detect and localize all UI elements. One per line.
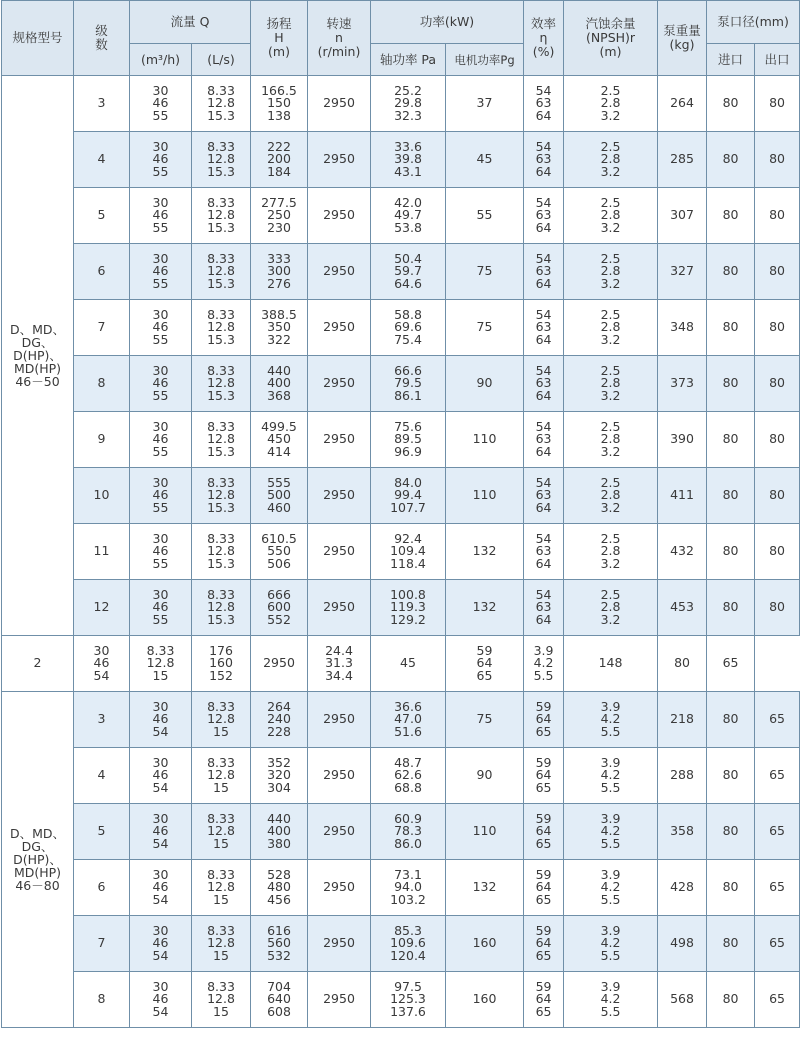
table-body: [2, 76, 800, 1028]
efficiency-cell: 54 63 64: [524, 412, 564, 468]
header-stages: [74, 1, 130, 76]
model-cell: D、MD、DG、 D(HP)、 MD(HP) 46－50: [2, 76, 74, 636]
npsh-cell: 2.5 2.8 3.2: [564, 580, 658, 636]
shaft-power-cell: 97.5 125.3 137.6: [371, 972, 446, 1028]
outlet-cell: 65: [755, 972, 800, 1028]
table-row: [2, 580, 800, 636]
speed-cell: 2950: [251, 636, 308, 692]
header-power: 功率(kW): [371, 1, 524, 44]
efficiency-cell: 59 64 65: [524, 860, 564, 916]
outlet-cell: 80: [755, 76, 800, 132]
shaft-power-cell: 66.6 79.5 86.1: [371, 356, 446, 412]
outlet-cell: 65: [755, 860, 800, 916]
flow-ls-cell: 8.33 12.8 15: [192, 860, 251, 916]
flow-ls-cell: 8.33 12.8 15.3: [192, 412, 251, 468]
header-speed: 转速 n (r/min): [308, 1, 371, 76]
npsh-cell: 2.5 2.8 3.2: [564, 300, 658, 356]
shaft-power-cell: 42.0 49.7 53.8: [371, 188, 446, 244]
flow-ls-cell: 8.33 12.8 15.3: [192, 76, 251, 132]
weight-cell: 348: [658, 300, 707, 356]
header-motor-power: 电机功率Pg: [446, 44, 524, 76]
outlet-cell: 65: [755, 748, 800, 804]
table-row: [2, 412, 800, 468]
motor-power-cell: 110: [446, 804, 524, 860]
flow-ls-cell: 8.33 12.8 15: [192, 692, 251, 748]
speed-cell: 2950: [308, 132, 371, 188]
flow-m3h-cell: 30 46 54: [130, 692, 192, 748]
motor-power-cell: 75: [446, 692, 524, 748]
stage-cell: 8: [74, 972, 130, 1028]
motor-power-cell: 75: [446, 244, 524, 300]
speed-cell: 2950: [308, 804, 371, 860]
npsh-cell: 2.5 2.8 3.2: [564, 468, 658, 524]
shaft-power-cell: 58.8 69.6 75.4: [371, 300, 446, 356]
stage-cell: 11: [74, 524, 130, 580]
outlet-cell: 65: [707, 636, 755, 692]
header-stages-label: 级数: [95, 23, 108, 52]
outlet-cell: 80: [755, 580, 800, 636]
head-cell: 277.5 250 230: [251, 188, 308, 244]
motor-power-cell: 37: [446, 76, 524, 132]
head-cell: 440 400 380: [251, 804, 308, 860]
stage-cell: 3: [74, 692, 130, 748]
weight-cell: 428: [658, 860, 707, 916]
motor-power-cell: 45: [371, 636, 446, 692]
inlet-cell: 80: [707, 244, 755, 300]
inlet-cell: 80: [707, 972, 755, 1028]
shaft-power-cell: 60.9 78.3 86.0: [371, 804, 446, 860]
stage-cell: 7: [74, 916, 130, 972]
flow-ls-cell: 8.33 12.8 15.3: [192, 132, 251, 188]
npsh-cell: 3.9 4.2 5.5: [564, 916, 658, 972]
npsh-cell: 2.5 2.8 3.2: [564, 188, 658, 244]
inlet-cell: 80: [707, 692, 755, 748]
npsh-cell: 2.5 2.8 3.2: [564, 524, 658, 580]
flow-m3h-cell: 30 46 54: [130, 748, 192, 804]
inlet-cell: 80: [707, 300, 755, 356]
weight-cell: 373: [658, 356, 707, 412]
outlet-cell: 80: [755, 524, 800, 580]
weight-cell: 148: [564, 636, 658, 692]
stage-cell: 5: [74, 804, 130, 860]
weight-cell: 285: [658, 132, 707, 188]
efficiency-cell: 59 64 65: [524, 804, 564, 860]
flow-m3h-cell: 30 46 55: [130, 356, 192, 412]
outlet-cell: 80: [755, 300, 800, 356]
flow-m3h-cell: 30 46 54: [130, 804, 192, 860]
weight-cell: 390: [658, 412, 707, 468]
stage-cell: 7: [74, 300, 130, 356]
motor-power-cell: 75: [446, 300, 524, 356]
shaft-power-cell: 24.4 31.3 34.4: [308, 636, 371, 692]
stage-cell: 6: [74, 244, 130, 300]
flow-ls-cell: 8.33 12.8 15.3: [192, 188, 251, 244]
header-inlet: 进口: [707, 44, 755, 76]
speed-cell: 2950: [308, 468, 371, 524]
table-header: [2, 1, 800, 76]
weight-cell: 307: [658, 188, 707, 244]
efficiency-cell: 59 64 65: [524, 972, 564, 1028]
stage-cell: 8: [74, 356, 130, 412]
shaft-power-cell: 25.2 29.8 32.3: [371, 76, 446, 132]
shaft-power-cell: 50.4 59.7 64.6: [371, 244, 446, 300]
table-row: [2, 244, 800, 300]
table-row: [2, 636, 800, 692]
npsh-cell: 2.5 2.8 3.2: [564, 356, 658, 412]
head-cell: 333 300 276: [251, 244, 308, 300]
outlet-cell: 65: [755, 916, 800, 972]
inlet-cell: 80: [707, 188, 755, 244]
table-row: [2, 748, 800, 804]
flow-m3h-cell: 30 46 55: [130, 188, 192, 244]
table-row: [2, 524, 800, 580]
motor-power-cell: 45: [446, 132, 524, 188]
head-cell: 388.5 350 322: [251, 300, 308, 356]
motor-power-cell: 90: [446, 748, 524, 804]
weight-cell: 453: [658, 580, 707, 636]
inlet-cell: 80: [707, 524, 755, 580]
flow-ls-cell: 8.33 12.8 15.3: [192, 524, 251, 580]
header-weight: 泵重量 (kg): [658, 1, 707, 76]
outlet-cell: 80: [755, 244, 800, 300]
stage-cell: 10: [74, 468, 130, 524]
head-cell: 610.5 550 506: [251, 524, 308, 580]
head-cell: 555 500 460: [251, 468, 308, 524]
speed-cell: 2950: [308, 692, 371, 748]
header-flow: 流量 Q: [130, 1, 251, 44]
header-shaft-power: 轴功率 Pa: [371, 44, 446, 76]
flow-m3h-cell: 30 46 55: [130, 524, 192, 580]
stage-cell: 5: [74, 188, 130, 244]
table-row: [2, 804, 800, 860]
flow-m3h-cell: 30 46 55: [130, 580, 192, 636]
flow-ls-cell: 8.33 12.8 15.3: [192, 244, 251, 300]
shaft-power-cell: 75.6 89.5 96.9: [371, 412, 446, 468]
outlet-cell: 80: [755, 412, 800, 468]
stage-cell: 2: [2, 636, 74, 692]
head-cell: 176 160 152: [192, 636, 251, 692]
head-cell: 528 480 456: [251, 860, 308, 916]
flow-m3h-cell: 30 46 54: [130, 916, 192, 972]
outlet-cell: 65: [755, 692, 800, 748]
npsh-cell: 3.9 4.2 5.5: [564, 748, 658, 804]
header-flow-ls: (L/s): [192, 44, 251, 76]
npsh-cell: 2.5 2.8 3.2: [564, 412, 658, 468]
shaft-power-cell: 84.0 99.4 107.7: [371, 468, 446, 524]
npsh-cell: 3.9 4.2 5.5: [564, 804, 658, 860]
inlet-cell: 80: [707, 356, 755, 412]
weight-cell: 218: [658, 692, 707, 748]
efficiency-cell: 54 63 64: [524, 300, 564, 356]
flow-m3h-cell: 30 46 55: [130, 132, 192, 188]
npsh-cell: 2.5 2.8 3.2: [564, 76, 658, 132]
motor-power-cell: 132: [446, 860, 524, 916]
header-flow-m3h: (m³/h): [130, 44, 192, 76]
inlet-cell: 80: [707, 804, 755, 860]
efficiency-cell: 59 64 65: [446, 636, 524, 692]
motor-power-cell: 132: [446, 580, 524, 636]
table-row: [2, 860, 800, 916]
header-npsh: 汽蚀余量 (NPSH)r (m): [564, 1, 658, 76]
motor-power-cell: 132: [446, 524, 524, 580]
header-head: 扬程 H (m): [251, 1, 308, 76]
outlet-cell: 80: [755, 132, 800, 188]
stage-cell: 9: [74, 412, 130, 468]
flow-ls-cell: 8.33 12.8 15: [192, 972, 251, 1028]
table-row: [2, 76, 800, 132]
weight-cell: 568: [658, 972, 707, 1028]
head-cell: 616 560 532: [251, 916, 308, 972]
table-row: [2, 692, 800, 748]
inlet-cell: 80: [707, 916, 755, 972]
header-port: 泵口径(mm): [707, 1, 800, 44]
speed-cell: 2950: [308, 972, 371, 1028]
npsh-cell: 3.9 4.2 5.5: [564, 972, 658, 1028]
stage-cell: 4: [74, 748, 130, 804]
motor-power-cell: 160: [446, 916, 524, 972]
head-cell: 440 400 368: [251, 356, 308, 412]
flow-m3h-cell: 30 46 55: [130, 468, 192, 524]
speed-cell: 2950: [308, 300, 371, 356]
weight-cell: 264: [658, 76, 707, 132]
npsh-cell: 2.5 2.8 3.2: [564, 132, 658, 188]
model-cell: D、MD、DG、 D(HP)、 MD(HP) 46－80: [2, 692, 74, 1028]
motor-power-cell: 55: [446, 188, 524, 244]
outlet-cell: 80: [755, 356, 800, 412]
flow-ls-cell: 8.33 12.8 15: [192, 804, 251, 860]
speed-cell: 2950: [308, 748, 371, 804]
flow-ls-cell: 8.33 12.8 15: [192, 916, 251, 972]
inlet-cell: 80: [707, 76, 755, 132]
motor-power-cell: 110: [446, 468, 524, 524]
shaft-power-cell: 85.3 109.6 120.4: [371, 916, 446, 972]
motor-power-cell: 90: [446, 356, 524, 412]
efficiency-cell: 59 64 65: [524, 692, 564, 748]
flow-m3h-cell: 30 46 54: [74, 636, 130, 692]
npsh-cell: 3.9 4.2 5.5: [524, 636, 564, 692]
flow-m3h-cell: 30 46 55: [130, 244, 192, 300]
speed-cell: 2950: [308, 580, 371, 636]
table-row: [2, 188, 800, 244]
speed-cell: 2950: [308, 356, 371, 412]
head-cell: 704 640 608: [251, 972, 308, 1028]
inlet-cell: 80: [707, 860, 755, 916]
efficiency-cell: 54 63 64: [524, 244, 564, 300]
efficiency-cell: 54 63 64: [524, 76, 564, 132]
speed-cell: 2950: [308, 860, 371, 916]
flow-m3h-cell: 30 46 54: [130, 860, 192, 916]
table-row: [2, 468, 800, 524]
flow-ls-cell: 8.33 12.8 15.3: [192, 580, 251, 636]
weight-cell: 288: [658, 748, 707, 804]
head-cell: 666 600 552: [251, 580, 308, 636]
flow-ls-cell: 8.33 12.8 15: [192, 748, 251, 804]
speed-cell: 2950: [308, 916, 371, 972]
stage-cell: 3: [74, 76, 130, 132]
flow-ls-cell: 8.33 12.8 15.3: [192, 468, 251, 524]
table-row: [2, 356, 800, 412]
efficiency-cell: 54 63 64: [524, 524, 564, 580]
outlet-cell: 80: [755, 188, 800, 244]
speed-cell: 2950: [308, 244, 371, 300]
header-outlet: 出口: [755, 44, 800, 76]
weight-cell: 358: [658, 804, 707, 860]
shaft-power-cell: 48.7 62.6 68.8: [371, 748, 446, 804]
stage-cell: 6: [74, 860, 130, 916]
npsh-cell: 2.5 2.8 3.2: [564, 244, 658, 300]
npsh-cell: 3.9 4.2 5.5: [564, 692, 658, 748]
flow-ls-cell: 8.33 12.8 15.3: [192, 356, 251, 412]
motor-power-cell: 110: [446, 412, 524, 468]
flow-m3h-cell: 30 46 54: [130, 972, 192, 1028]
shaft-power-cell: 36.6 47.0 51.6: [371, 692, 446, 748]
flow-ls-cell: 8.33 12.8 15.3: [192, 300, 251, 356]
inlet-cell: 80: [707, 132, 755, 188]
table-row: [2, 916, 800, 972]
flow-m3h-cell: 30 46 55: [130, 300, 192, 356]
head-cell: 222 200 184: [251, 132, 308, 188]
weight-cell: 411: [658, 468, 707, 524]
inlet-cell: 80: [707, 412, 755, 468]
outlet-cell: 65: [755, 804, 800, 860]
head-cell: 352 320 304: [251, 748, 308, 804]
pump-spec-table: [1, 0, 800, 1028]
efficiency-cell: 54 63 64: [524, 356, 564, 412]
inlet-cell: 80: [707, 748, 755, 804]
motor-power-cell: 160: [446, 972, 524, 1028]
inlet-cell: 80: [707, 468, 755, 524]
inlet-cell: 80: [658, 636, 707, 692]
speed-cell: 2950: [308, 188, 371, 244]
speed-cell: 2950: [308, 524, 371, 580]
head-cell: 264 240 228: [251, 692, 308, 748]
efficiency-cell: 54 63 64: [524, 580, 564, 636]
speed-cell: 2950: [308, 412, 371, 468]
shaft-power-cell: 100.8 119.3 129.2: [371, 580, 446, 636]
efficiency-cell: 54 63 64: [524, 188, 564, 244]
head-cell: 499.5 450 414: [251, 412, 308, 468]
shaft-power-cell: 33.6 39.8 43.1: [371, 132, 446, 188]
npsh-cell: 3.9 4.2 5.5: [564, 860, 658, 916]
stage-cell: 12: [74, 580, 130, 636]
weight-cell: 432: [658, 524, 707, 580]
efficiency-cell: 54 63 64: [524, 132, 564, 188]
outlet-cell: 80: [755, 468, 800, 524]
speed-cell: 2950: [308, 76, 371, 132]
header-model: 规格型号: [2, 1, 74, 76]
weight-cell: 498: [658, 916, 707, 972]
flow-m3h-cell: 30 46 55: [130, 76, 192, 132]
head-cell: 166.5 150 138: [251, 76, 308, 132]
efficiency-cell: 54 63 64: [524, 468, 564, 524]
efficiency-cell: 59 64 65: [524, 916, 564, 972]
header-efficiency: 效率 η (%): [524, 1, 564, 76]
table-row: [2, 132, 800, 188]
stage-cell: 4: [74, 132, 130, 188]
inlet-cell: 80: [707, 580, 755, 636]
shaft-power-cell: 92.4 109.4 118.4: [371, 524, 446, 580]
table-row: [2, 972, 800, 1028]
flow-m3h-cell: 30 46 55: [130, 412, 192, 468]
table-row: [2, 300, 800, 356]
shaft-power-cell: 73.1 94.0 103.2: [371, 860, 446, 916]
efficiency-cell: 59 64 65: [524, 748, 564, 804]
weight-cell: 327: [658, 244, 707, 300]
flow-ls-cell: 8.33 12.8 15: [130, 636, 192, 692]
